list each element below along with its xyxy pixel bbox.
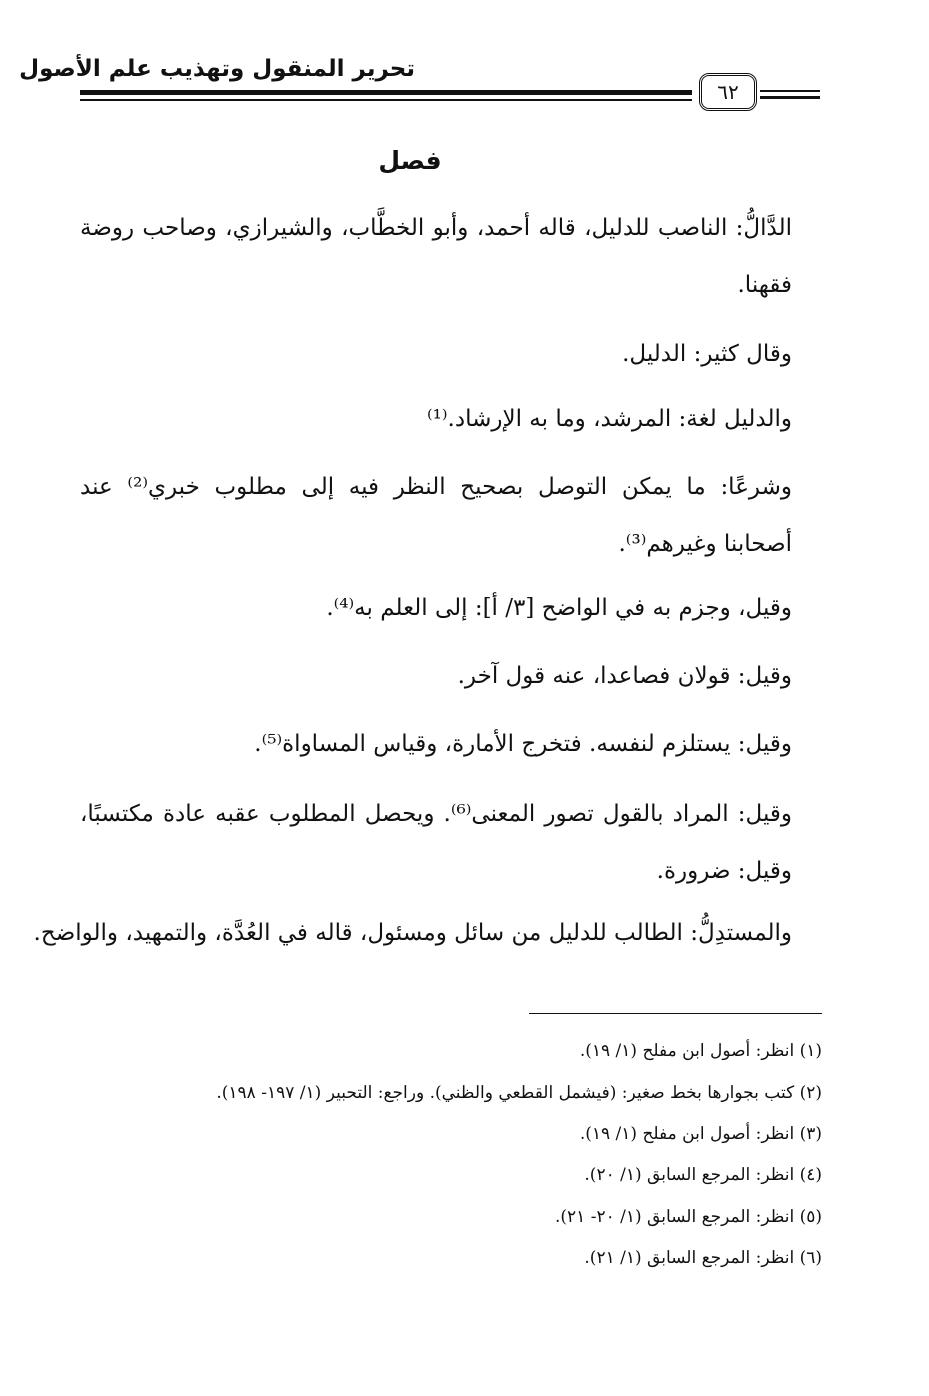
header-rule-thick [80, 90, 692, 95]
paragraph-dall: الدَّالُّ: الناصب للدليل، قاله أحمد، وأبو الخطَّاب، والشيرازي، وصاحب روضة فقهنا. [80, 215, 792, 298]
paragraph-kathir: وقال كثير: الدليل. [622, 341, 792, 367]
paragraph-mustadil: والمستدِلُّ: الطالب للدليل من سائل ومسئول، قاله في العُدَّة، والتمهيد، والواضح. [33, 920, 792, 946]
paragraph-qila-qawlan: وقيل: قولان فصاعدا، عنه قول آخر. [457, 663, 792, 689]
paragraph-qila-yastalzim: وقيل: يستلزم لنفسه. فتخرج الأمارة، وقياس المساواة⁽⁵⁾. [254, 731, 792, 757]
paragraph-dalil-lugha: والدليل لغة: المرشد، وما به الإرشاد.⁽¹⁾ [427, 406, 792, 432]
header-rule-right-thick [760, 96, 820, 99]
footnote-3: (٣) انظر: أصول ابن مفلح (١/ ١٩). [579, 1124, 822, 1144]
paragraph-dalil-shar: وشرعًا: ما يمكن التوصل بصحيح النظر فيه إلى مطلوب خبري⁽²⁾ عند أصحابنا وغيرهم⁽³⁾. [80, 474, 792, 557]
footnote-2: (٢) كتب بجوارها بخط صغير: (فيشمل القطعي والظني). وراجع: التحبير (١/ ١٩٧- ١٩٨). [216, 1083, 822, 1103]
paragraph-qila-wadih: وقيل، وجزم به في الواضح [٣/ أ]: إلى العلم به⁽⁴⁾. [326, 595, 792, 621]
page-number: ٦٢ [699, 73, 757, 111]
footnote-4: (٤) انظر: المرجع السابق (١/ ٢٠). [584, 1165, 822, 1185]
footnote-6: (٦) انظر: المرجع السابق (١/ ٢١). [584, 1248, 822, 1268]
running-header-title: تحرير المنقول وتهذيب علم الأصول [19, 56, 415, 82]
footnote-5: (٥) انظر: المرجع السابق (١/ ٢٠- ٢١). [554, 1207, 822, 1227]
header-rule-right-thin [760, 90, 820, 92]
footnote-1: (١) انظر: أصول ابن مفلح (١/ ١٩). [579, 1041, 822, 1061]
footnote-separator [529, 1013, 822, 1014]
section-title: فصل [378, 146, 442, 175]
paragraph-qila-murad: وقيل: المراد بالقول تصور المعنى⁽⁶⁾. ويحصل المطلوب عقبه عادة مكتسبًا، وقيل: ضرورة. [80, 801, 792, 884]
header-rule-thin [80, 99, 692, 101]
